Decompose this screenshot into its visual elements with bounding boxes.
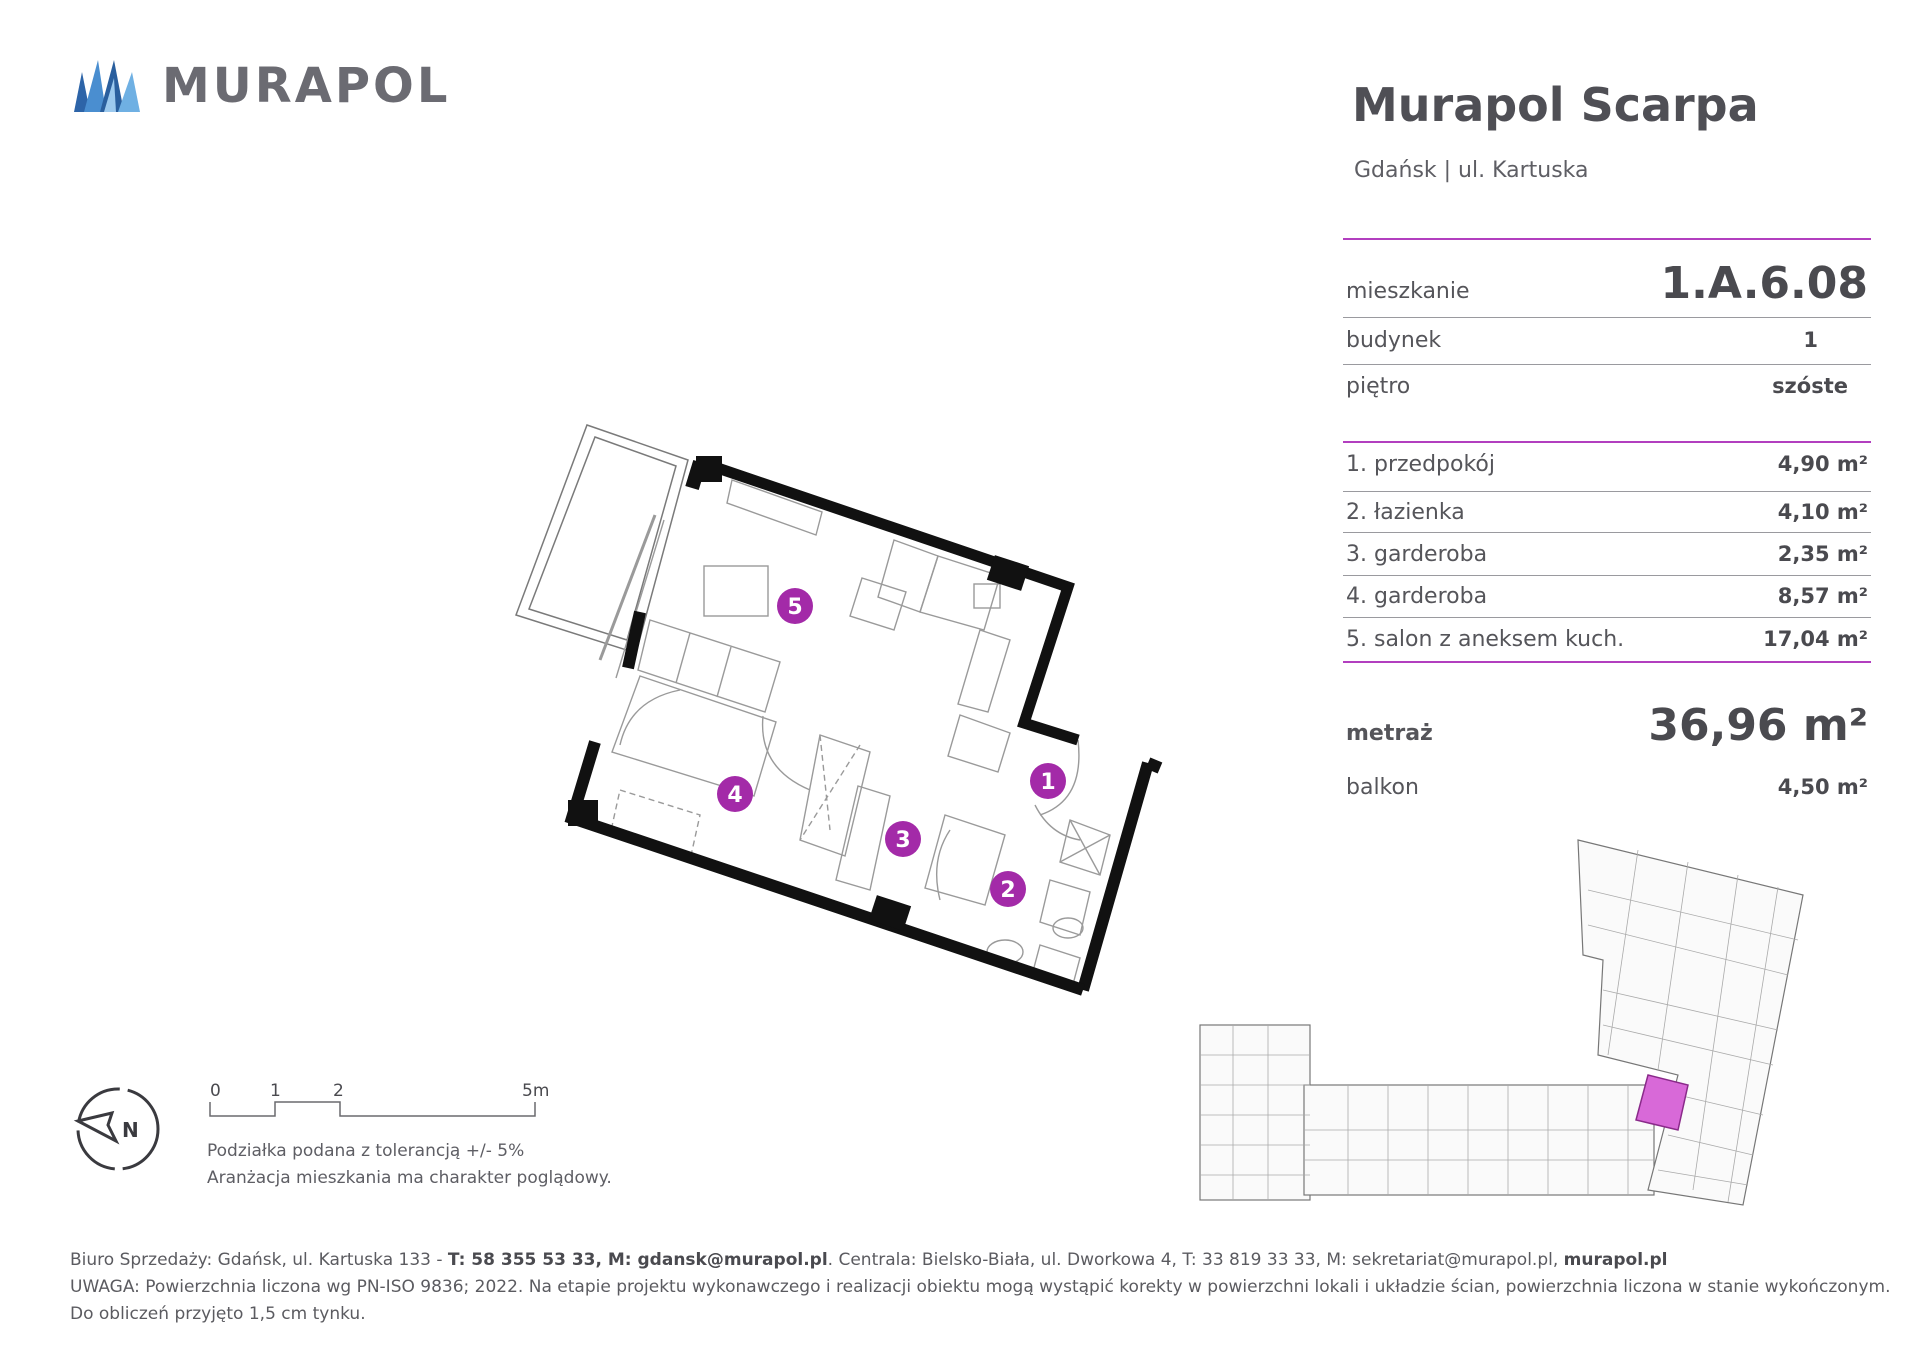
balkon-label: balkon (1346, 775, 1419, 800)
room-marker-label: 3 (895, 828, 911, 853)
room-name: 3. garderoba (1346, 542, 1488, 567)
scale-tick-label: 5m (522, 1081, 550, 1101)
floor-plan (0, 0, 1250, 1020)
room-name: 4. garderoba (1346, 584, 1488, 609)
rooms-divider-top (1343, 441, 1871, 443)
balkon-value: 4,50 m² (1777, 775, 1868, 799)
room-marker-label: 4 (727, 783, 743, 808)
room-area: 4,90 m² (1777, 452, 1868, 476)
room-marker-label: 5 (787, 595, 803, 620)
building-row (1346, 328, 1868, 353)
room-row (1346, 627, 1868, 652)
metraz-label: metraż (1346, 721, 1433, 746)
scale-tick-label: 1 (270, 1081, 281, 1101)
compass-icon (72, 1083, 164, 1175)
spec-divider-top (1343, 238, 1871, 240)
building-label: budynek (1346, 328, 1442, 353)
walls (572, 462, 1160, 990)
footer-plaster-note: Do obliczeń przyjęto 1,5 cm tynku. (70, 1304, 366, 1324)
footer (70, 1247, 1900, 1328)
brand-name: MURAPOL (162, 58, 451, 114)
scale-tick-label: 2 (333, 1081, 344, 1101)
floor-value: szóste (1772, 374, 1848, 398)
scale-tick-label: 0 (210, 1081, 221, 1101)
room-name: 5. salon z aneksem kuch. (1346, 627, 1625, 652)
spec-divider (1343, 532, 1871, 533)
spec-divider (1343, 575, 1871, 576)
room-row (1346, 542, 1868, 567)
wall-corners (568, 456, 1029, 931)
apartment-highlight (1636, 1075, 1688, 1130)
footer-note: UWAGA: Powierzchnia liczona wg PN-ISO 9836; 2022. Na etapie projektu wykonawczego i realizacji obiektu mogą wystąpić korekty w powierzchni lokali i układzie ścian, powierzchnia liczona w stanie wykończonym. (70, 1277, 1891, 1297)
metraz-value: 36,96 m² (1648, 700, 1868, 751)
project-title: Murapol Scarpa (1352, 78, 1759, 132)
room-name: 2. łazienka (1346, 500, 1465, 525)
room-row (1346, 584, 1868, 609)
spec-divider (1343, 364, 1871, 365)
room-name: 1. przedpokój (1346, 452, 1495, 477)
room-row (1346, 500, 1868, 525)
footer-contact: Biuro Sprzedaży: Gdańsk, ul. Kartuska 133 - T: 58 355 53 33, M: gdansk@murapol.pl. Centrala: Bielsko-Biała, ul. Dworkowa 4, T: 33 819 33 33, M: sekretariat@murapol.pl, murapol.pl (70, 1250, 1668, 1270)
apartment-number: 1.A.6.08 (1660, 258, 1868, 309)
scale-bar (200, 1078, 560, 1128)
project-location: Gdańsk | ul. Kartuska (1354, 158, 1589, 183)
spec-divider (1343, 491, 1871, 492)
sales-contact: T: 58 355 53 33, M: gdansk@murapol.pl (447, 1250, 828, 1270)
svg-text:N: N (122, 1118, 139, 1142)
balcony (516, 425, 688, 653)
room-area: 8,57 m² (1777, 584, 1868, 608)
apartment-row (1346, 258, 1868, 309)
scale-tolerance-note: Podziałka podana z tolerancją +/- 5% (207, 1141, 525, 1161)
room-area: 17,04 m² (1763, 627, 1868, 651)
room-marker-label: 2 (1000, 878, 1016, 903)
floor-row (1346, 374, 1868, 399)
rooms-divider-bottom (1343, 661, 1871, 663)
balkon-row (1346, 775, 1868, 800)
room-area: 4,10 m² (1777, 500, 1868, 524)
website-link[interactable]: murapol.pl (1563, 1250, 1668, 1270)
spec-divider (1343, 617, 1871, 618)
site-plan (1188, 830, 1818, 1215)
apartment-label: mieszkanie (1346, 279, 1470, 304)
spec-divider (1343, 317, 1871, 318)
floor-label: piętro (1346, 374, 1411, 399)
arrangement-note: Aranżacja mieszkania ma charakter poglądowy. (207, 1168, 612, 1188)
scale-note (207, 1138, 612, 1192)
building-value: 1 (1803, 328, 1818, 352)
room-marker-label: 1 (1040, 770, 1056, 795)
metraz-row (1346, 700, 1868, 751)
room-markers (717, 588, 1066, 907)
room-row (1346, 452, 1868, 477)
room-area: 2,35 m² (1777, 542, 1868, 566)
